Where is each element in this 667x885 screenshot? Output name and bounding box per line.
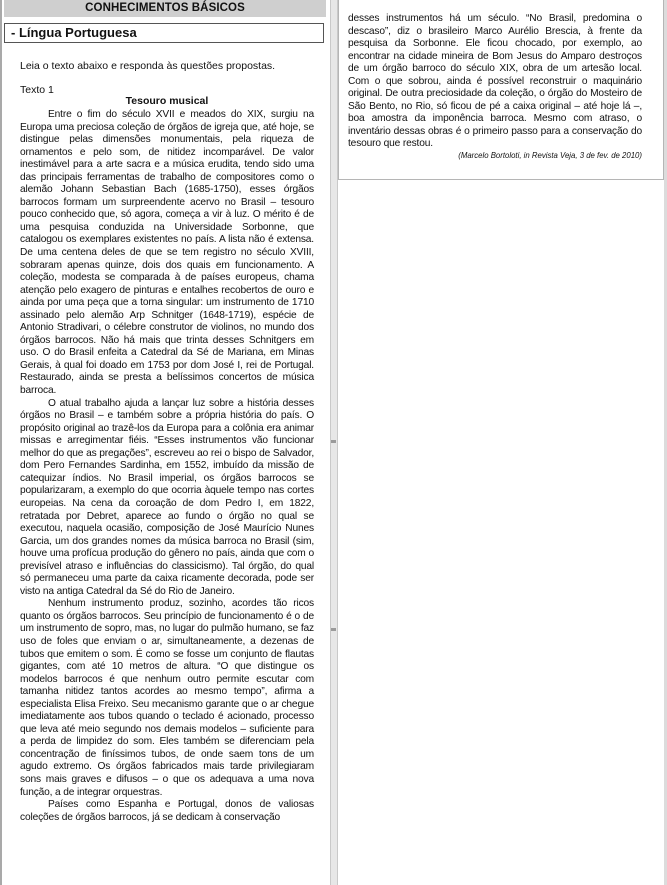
article-body xyxy=(20,109,314,824)
citation: (Marcelo Bortoloti, in Revista Veja, 3 de fev. de 2010) xyxy=(458,151,642,160)
article-continuation xyxy=(348,13,642,151)
text-label: Texto 1 xyxy=(20,84,54,96)
paragraph: Países como Espanha e Portugal, donos de valiosas coleções de órgãos barrocos, já se dedicam à conservação xyxy=(20,799,314,823)
paragraph: O atual trabalho ajuda a lançar luz sobre a história desses órgãos no Brasil – e também sobre a própria história do país. O propósito original ao trazê-los da Europa para a colônia era animar missas e arregimentar fiéis. “Esses instrumentos vão funcionar melhor do que as pregações”, escreveu ao rei o bispo de Salvador, dom Pero Fernandes Sardinha, em 1552, imbuído da missão de catequizar índios. No Brasil imperial, os órgãos barrocos se popularizaram, a exemplo do que ocorria àquele tempo nas cortes europeias. Na cena da coroação de dom Pedro I, em 1822, retratada por Debret, aparece ao fundo o órgão no qual se executou, naquela ocasião, composição de José Maurício Nunes Garcia, um dos grandes nomes da música barroca no Brasil (sim, houve uma profícua produção do gênero no país, ainda que com o previsível atraso e influências do classicismo). Tal órgão, do qual só permaneceu uma parte da caixa ricamente decorada, pode ser visto na antiga Catedral da Sé do Rio de Janeiro. xyxy=(20,397,314,597)
separator-marker xyxy=(331,440,336,443)
separator-marker xyxy=(331,628,336,631)
paragraph: Entre o fim do século XVII e meados do XIX, surgiu na Europa uma preciosa coleção de órgãos de igreja que, até hoje, se distingue pelas dimensões monumentais, pela riqueza de ornamentos e pelo som, de nitidez incomparável. De valor inestimável para a arte sacra e a música erudita, tendo sido uma das principais ferramentas de trabalho de compositores como o alemão Johann Sebastian Bach (1685-1750), esses órgãos barrocos formam um surpreendente acervo no Brasil – tesouro pouco conhecido que, só agora, começa a vir à luz. O mérito é de uma pesquisa conduzida na Universidade Sorbonne, que catalogou os exemplares existentes no país. A lista não é extensa. De uma centena deles de que se tem registro no século XVIII, sobraram apenas quinze, dois dos quais em funcionamento. A coleção, modesta se comparada à de países europeus, chama atenção pelo exagero de pinturas e entalhes recobertos de ouro e ainda por uma peça que a torna singular: um instrumento de 1710 assinado pelo alemão Arp Schnitger (1648-1719), espécie de Antonio Stradivari, o célebre construtor de violinos, no mundo dos órgãos barrocos. Não há mais que trinta desses Schnitgers em uso. O do Brasil enfeita a Catedral da Sé de Mariana, em Minas Gerais, à qual foi doado em 1753 por dom José I, rei de Portugal. Restaurado, ainda se presta a belíssimos concertos de música barroca. xyxy=(20,109,314,397)
header-band: CONHECIMENTOS BÁSICOS xyxy=(4,0,326,17)
paragraph: Nenhum instrumento produz, sozinho, acordes tão ricos quanto os órgãos barrocos. Seu princípio de funcionamento é o de um instrumento de sopro, mas, no lugar do pulmão humano, se faz uso de foles que enviam o ar, simultaneamente, a dezenas de tubos que emitem o som. É como se fosse um conjunto de flautas gigantes, com até 10 metros de altura. “O que distingue os modelos barrocos é que nenhum outro permite escutar com tamanha nitidez tantos acordes ao mesmo tempo”, afirma a especialista Elisa Freixo. Seu mecanismo garante que o ar chegue imediatamente aos tubos quando o teclado é acionado, processo que leva até meio segundo nos demais modelos – suficiente para a perda de limpidez do som. Eles também se diferenciam pela concentração de finíssimos tubos, de onde saem tons de um agudo extremo. Os órgãos fabricados mais tarde privilegiaram sons mais graves e difusos – o que os adequava a uma nova função, a de integrar orquestras. xyxy=(20,598,314,798)
paragraph: desses instrumentos há um século. “No Brasil, predomina o descaso”, diz o brasileiro Marco Aurélio Brescia, à frente da pesquisa da Sorbonne. Ele ficou chocado, por exemplo, ao encontrar na cidade mineira de Bom Jesus do Amparo destroços de um órgão barroco do século XIX, obra de um artesão local. Com o que sobrou, ainda é possível reconstruir o maquinário original. De outra preciosidade da coleção, o órgão do Mosteiro de São Bento, no Rio, só ficou de pé a caixa original – até hoje lá –, boa amostra da imponência barroca. Mesmo com atraso, o inventário dessas obras é o primeiro passo para a conservação do tesouro que restou. xyxy=(348,13,642,150)
article-title: Tesouro musical xyxy=(125,95,209,107)
section-title: - Língua Portuguesa xyxy=(4,23,324,43)
instructions: Leia o texto abaixo e responda às questões propostas. xyxy=(20,60,276,72)
